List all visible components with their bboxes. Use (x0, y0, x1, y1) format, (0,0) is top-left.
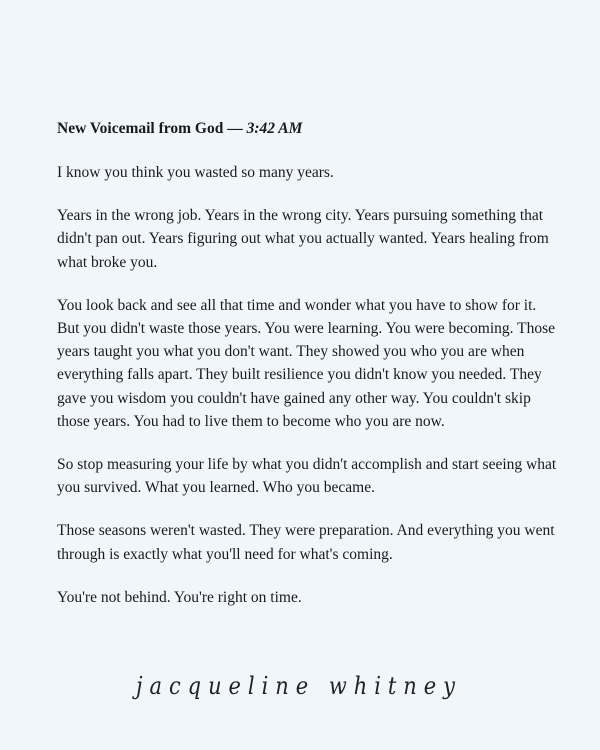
paragraph-4: So stop measuring your life by what you didn't accomplish and start seeing what you survived. What you learned. Who you became. (57, 456, 557, 497)
paragraph-3: You look back and see all that time and wonder what you have to show for it. But you didn't waste those years. You were learning. You were becoming. Those years taught you what you don't want. They showed you who you are when everything falls apart. They built resilience you didn't know you needed. They gave you wisdom you couldn't have gained any other way. You couldn't skip those years. You had to live them to become who you are now. (57, 296, 556, 430)
voicemail-document (57, 118, 557, 629)
title-time: 3:42 AM (246, 120, 303, 137)
signature (130, 662, 470, 712)
signature-script (130, 662, 470, 712)
signature-text: jacqueline whitney (131, 672, 463, 700)
paragraph-1: I know you think you wasted so many years. (57, 164, 334, 181)
paragraph-6: You're not behind. You're right on time. (57, 588, 302, 606)
paragraph-5: Those seasons weren't wasted. They were preparation. And everything you went through is exactly what you'll need for what's coming. (57, 522, 555, 563)
paragraph-2: Years in the wrong job. Years in the wrong city. Years pursuing something that didn't pan out. Years figuring out what you actually wanted. Years healing from what broke you. (57, 207, 549, 271)
title-text: New Voicemail from God — (57, 120, 247, 137)
voicemail-title (57, 118, 557, 140)
